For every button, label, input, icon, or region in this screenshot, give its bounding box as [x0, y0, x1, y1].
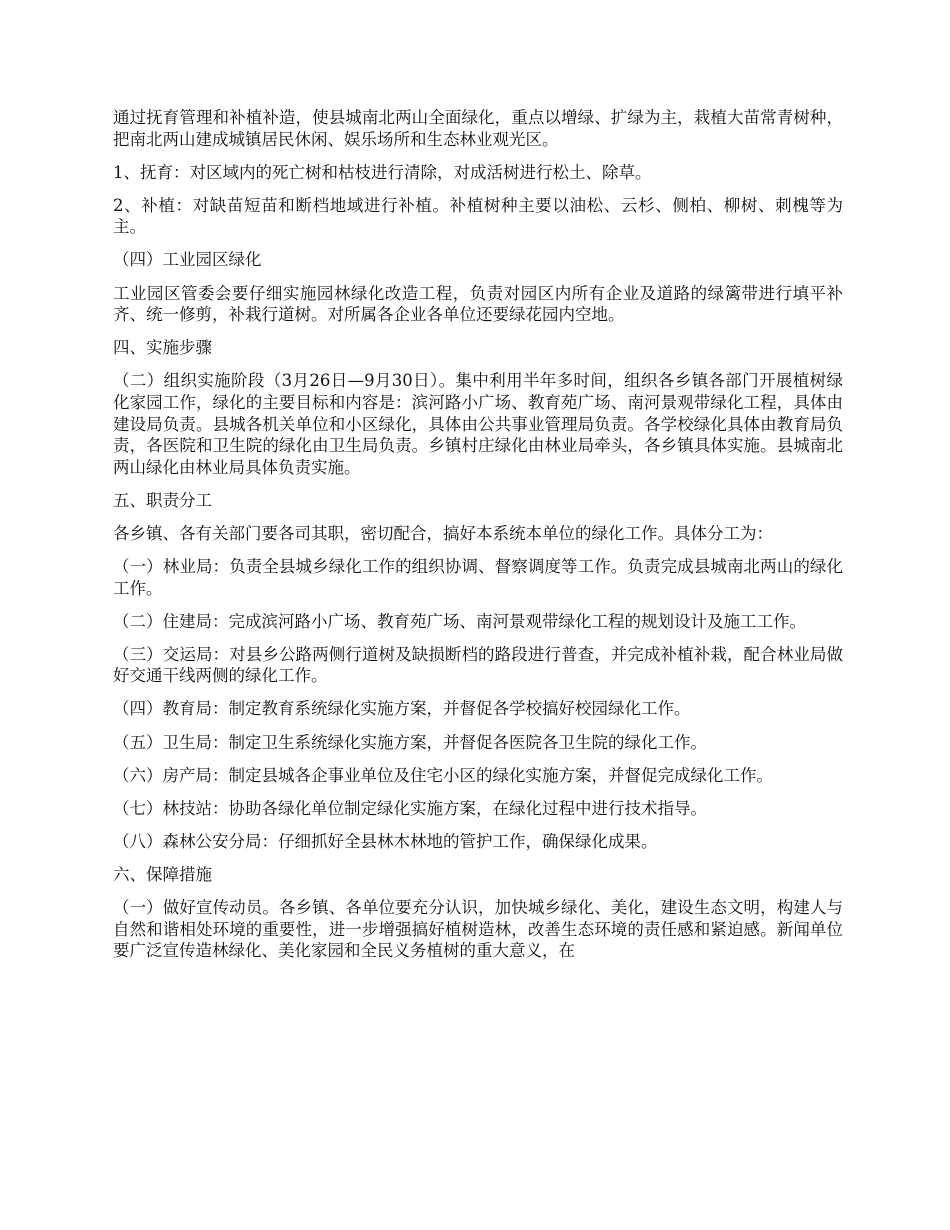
document-body: [113, 107, 843, 973]
paragraph: 工业园区管委会要仔细实施园林绿化改造工程，负责对园区内所有企业及道路的绿篱带进行填平补齐、统一修剪，补栽行道树。对所属各企业各单位还要绿花园内空地。: [113, 283, 843, 325]
paragraph: （二）组织实施阶段（3月26日—9月30日）。集中利用半年多时间，组织各乡镇各部门开展植树绿化家园工作，绿化的主要目标和内容是：滨河路小广场、教育苑广场、南河景观带绿化工程，具体由建设局负责。县城各机关单位和小区绿化，具体由公共事业管理局负责。各学校绿化具体由教育局负责，各医院和卫生院的绿化由卫生局负责。乡镇村庄绿化由林业局牵头，各乡镇具体实施。县城南北两山绿化由林业局具体负责实施。: [113, 371, 843, 477]
section-heading: 五、职责分工: [113, 490, 212, 510]
paragraph: 通过抚育管理和补植补造，使县城南北两山全面绿化，重点以增绿、扩绿为主，栽植大苗常青树种，把南北两山建成城镇居民休闲、娱乐场所和生态林业观光区。: [113, 108, 843, 149]
paragraph: （一）林业局：负责全县城乡绿化工作的组织协调、督察调度等工作。负责完成县城南北两山的绿化工作。: [113, 557, 843, 598]
paragraph: 1、抚育：对区域内的死亡树和枯枝进行清除，对成活树进行松土、除草。: [113, 162, 652, 182]
section-heading: （四）工业园区绿化: [113, 250, 262, 270]
paragraph: （三）交运局：对县乡公路两侧行道树及缺损断档的路段进行普查，并完成补植补栽，配合林业局做好交通干线两侧的绿化工作。: [113, 644, 843, 686]
paragraph: 2、补植：对缺苗短苗和断档地域进行补植。补植树种主要以油松、云杉、侧柏、柳树、刺槐等为主。: [113, 195, 843, 237]
paragraph: （一）做好宣传动员。各乡镇、各单位要充分认识，加快城乡绿化、美化，建设生态文明，构建人与自然和谐相处环境的重要性，进一步增强搞好植树造林，改善生态环境的责任感和紧迫感。新闻单位要广泛宣传造林绿化、美化家园和全民义务植树的重大意义，在: [113, 898, 843, 961]
paragraph: （二）住建局：完成滨河路小广场、教育苑广场、南河景观带绿化工程的规划设计及施工工作。: [113, 611, 806, 631]
paragraph: （五）卫生局：制定卫生系统绿化实施方案，并督促各医院各卫生院的绿化工作。: [113, 732, 707, 752]
paragraph: （六）房产局：制定县城各企事业单位及住宅小区的绿化实施方案，并督促完成绿化工作。: [113, 765, 773, 785]
section-heading: 四、实施步骤: [113, 338, 212, 358]
section-heading: 六、保障措施: [113, 864, 212, 884]
paragraph: （八）森林公安分局：仔细抓好全县林木林地的管护工作，确保绿化成果。: [113, 831, 658, 851]
paragraph: 各乡镇、各有关部门要各司其职，密切配合，搞好本系统本单位的绿化工作。具体分工为：: [113, 523, 773, 543]
paragraph: （七）林技站：协助各绿化单位制定绿化实施方案，在绿化过程中进行技术指导。: [113, 798, 707, 818]
paragraph: （四）教育局：制定教育系统绿化实施方案，并督促各学校搞好校园绿化工作。: [113, 699, 691, 719]
